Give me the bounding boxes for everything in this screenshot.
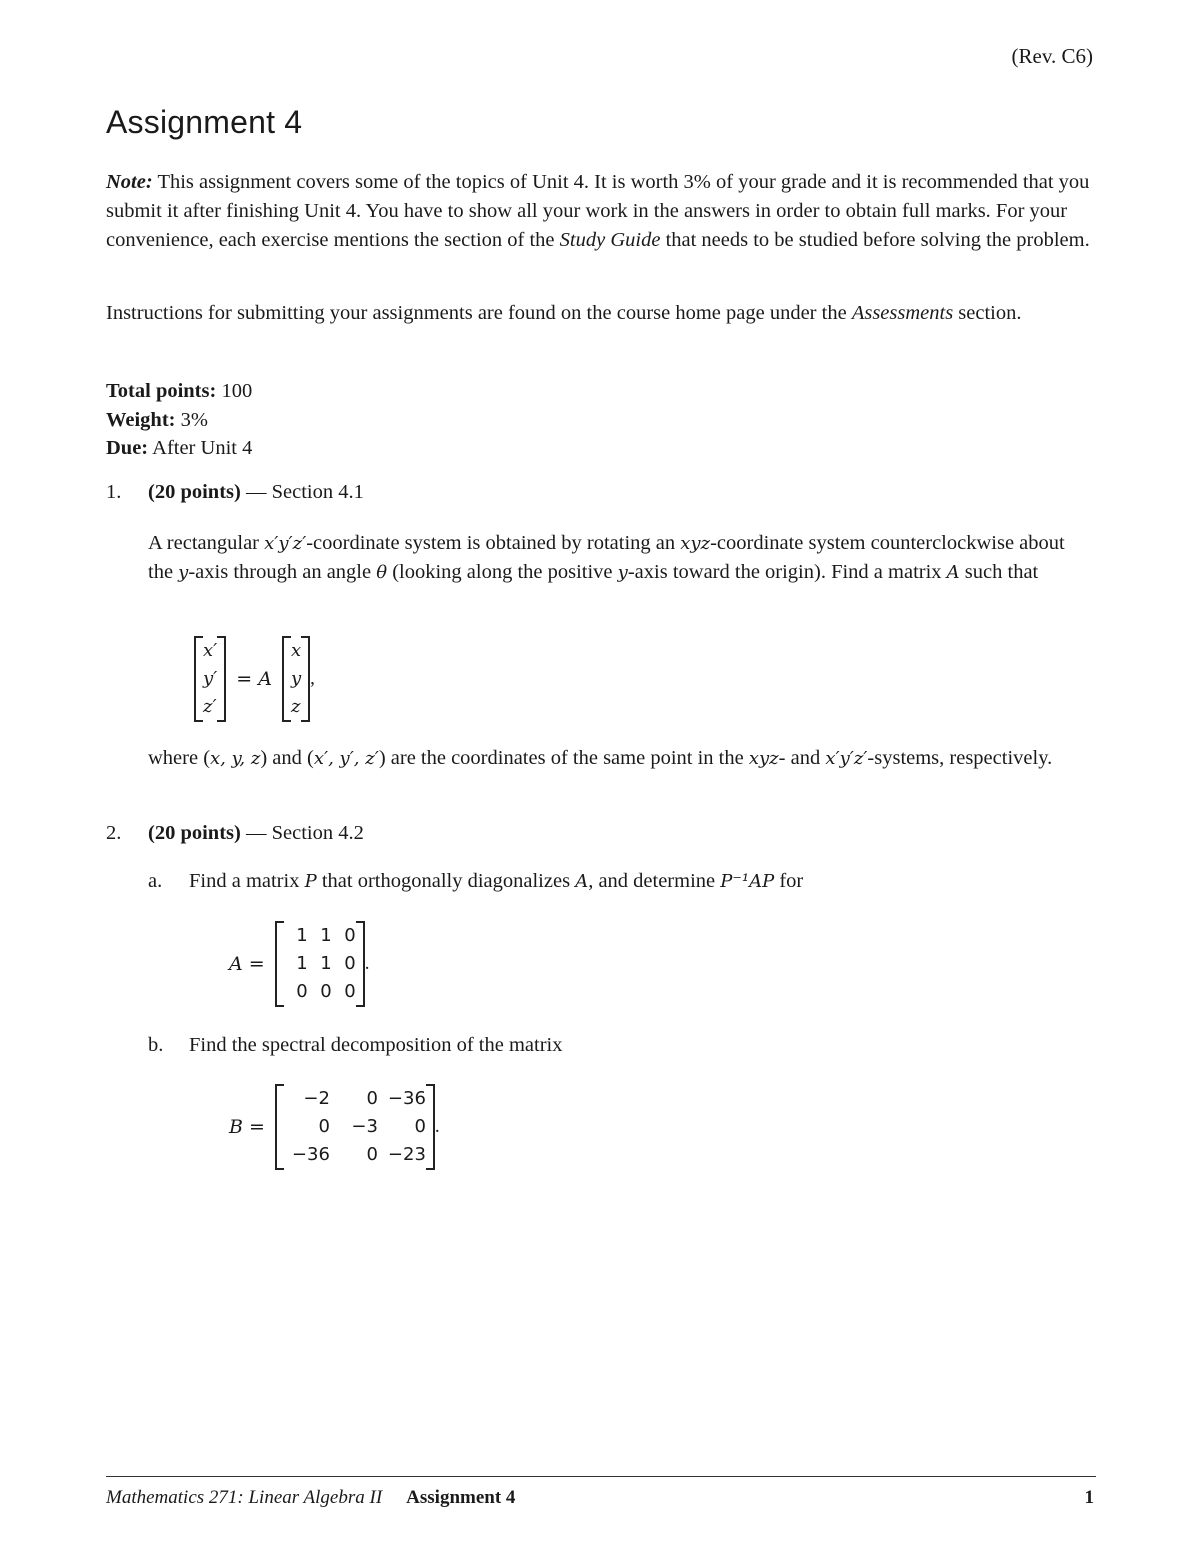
question-1-points: (20 points) [148,481,241,503]
q1-sys3: xyz [748,748,779,769]
note-text: This assignment covers some of the topics of Unit 4. It is worth 3% of your grade and it is recommended that you submit it after finishing Unit 4. You have to show all your work in the answers in order to obtain full marks. For your convenience, each exercise mentions the section of the [106,171,1090,251]
due-line [106,434,252,463]
q1-sys2: xyz [680,533,711,554]
assignment-meta [106,377,252,463]
revision-label: (Rev. C6) [1011,44,1093,68]
matrix-cell: −2 [303,1088,330,1109]
matrix-cell: 0 [318,1116,330,1137]
question-1-section: — Section 4.1 [240,481,364,503]
matrix-cell: 1 [320,953,332,974]
matrix-cell: 0 [344,953,356,974]
matrix-cell: 0 [296,981,308,1002]
instructions-paragraph [106,299,1091,328]
q1-t3: -coordinate system counterclockwise about the [148,532,1065,583]
part-b-text: Find the spectral decomposition of the matrix [189,1034,563,1056]
page-footer [106,1487,515,1509]
assessments-ref: Assessments [851,302,954,324]
total-points-label: Total points: [106,380,217,402]
equals-A: = A [236,668,272,690]
q1-w4: - and [778,747,826,769]
matrix-B [275,1084,435,1170]
weight-label: Weight: [106,408,176,431]
q1-w5: -systems, respectively. [867,747,1053,769]
question-1-text [148,529,1093,587]
pa-PinvAP: P⁻¹AP [720,871,775,892]
matrix-cell: 0 [344,981,356,1002]
primed-coordinate-vector [194,636,226,722]
vec-entry: z′ [203,696,217,717]
part-a-text [189,870,803,893]
q1-sys1: x′y′z′ [264,533,307,554]
question-1-where-text [148,744,1093,773]
matrix-B-period: . [434,1116,440,1137]
matrix-A [275,921,365,1007]
note-label: Note: [106,171,153,193]
part-a-letter: a. [148,870,163,892]
coordinate-vector [282,636,310,722]
q1-t4: -axis through an angle [188,561,377,583]
vec-entry: z [290,696,301,717]
matrix-cell: 1 [296,925,308,946]
vec-entry: x′ [203,640,218,661]
weight-value: 3% [175,408,208,431]
q1-w2: ) and ( [260,747,314,769]
q1-A: A [946,562,960,583]
part-b-letter: b. [148,1034,164,1056]
q1-t5: (looking along the positive [387,561,618,583]
q1-sys4: x′y′z′ [825,748,868,769]
vec-entry: y [290,668,302,689]
matrix-cell: 0 [366,1144,378,1165]
pa-A: A [575,871,589,892]
question-2-number: 2. [106,822,122,844]
question-1-heading [148,481,364,504]
total-points-value: 100 [216,380,253,402]
matrix-cell: −36 [387,1088,426,1109]
question-2-section: — Section 4.2 [240,822,364,844]
q1-t1: A rectangular [148,532,265,554]
vec-entry: x [290,640,302,661]
footer-divider [106,1476,1096,1477]
note-paragraph [106,168,1091,255]
matrix-cell: 0 [414,1116,426,1137]
q1-y2: y [617,562,628,583]
question-1-number: 1. [106,481,122,503]
matrix-A-period: . [364,953,370,974]
matrix-A-equation [229,921,369,1007]
study-guide-ref: Study Guide [559,229,661,251]
footer-course: Mathematics 271: Linear Algebra II [106,1487,383,1508]
pa-t4: for [774,870,804,892]
q1-theta: θ [376,562,388,583]
instructions-text-end: section. [953,302,1022,324]
matrix-cell: −3 [351,1116,378,1137]
matrix-cell: 0 [344,925,356,946]
q1-xyz: x, y, z [210,748,261,769]
footer-assignment: Assignment 4 [406,1487,516,1508]
page-number: 1 [1084,1487,1094,1508]
question-2-heading [148,822,364,845]
matrix-cell: −36 [291,1144,330,1165]
due-label: Due: [106,437,149,459]
question-2-points: (20 points) [148,822,241,844]
question-1-equation [194,636,315,722]
pa-t2: that orthogonally diagonalizes [316,870,576,892]
matrix-cell: 0 [366,1088,378,1109]
matrix-B-equation [229,1084,440,1170]
q1-t2: -coordinate system is obtained by rotating an [306,532,681,554]
note-text-end: that needs to be studied before solving the problem. [660,229,1090,251]
matrix-cell: −23 [387,1144,426,1165]
pa-t1: Find a matrix [189,870,305,892]
q1-t6: -axis toward the origin). Find a matrix [627,561,947,583]
matrix-cell: 1 [320,925,332,946]
instructions-text: Instructions for submitting your assignments are found on the course home page under the [106,302,852,324]
due-value: After Unit 4 [148,437,253,459]
total-points-line [106,377,252,406]
pa-t3: , and determine [588,870,721,892]
matrix-cell: 1 [296,953,308,974]
matrix-B-label: B = [229,1116,265,1138]
matrix-A-label: A = [229,953,265,975]
q1-w1: where ( [148,747,211,769]
equation-comma: , [310,668,315,689]
page-title: Assignment 4 [106,104,303,140]
q1-y1: y [178,562,189,583]
q1-xyzp: x′, y′, z′ [313,748,379,769]
q1-w3: ) are the coordinates of the same point in the [378,747,749,769]
weight-line [106,406,252,435]
q1-t7: such that [959,561,1039,583]
matrix-cell: 0 [320,981,332,1002]
vec-entry: y′ [203,668,218,689]
pa-P: P [304,871,317,892]
